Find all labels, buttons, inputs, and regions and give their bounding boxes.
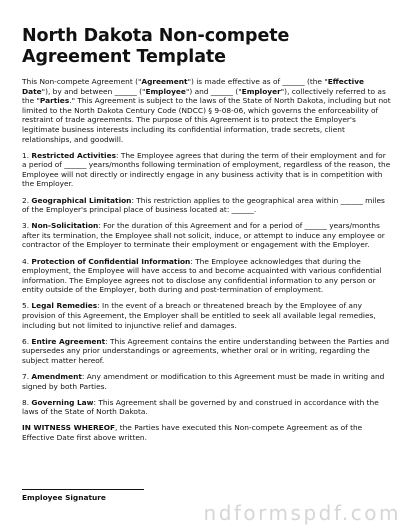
- section-text: : The Employee acknowledges that during the employment, the Employee will have access to and become acquainted with various confidential information. The Employee agrees not to disclose any confidential information to any person or entity outside of the Employer, both during and post-termination of employment.: [22, 256, 382, 295]
- intro-term-employer: Employer: [241, 86, 281, 96]
- section-heading: Entire Agreement: [31, 336, 106, 346]
- section-heading: Protection of Confidential Information: [31, 256, 191, 266]
- section-6: [22, 337, 392, 366]
- section-4: [22, 257, 392, 295]
- section-5: [22, 301, 392, 330]
- witness-heading: IN WITNESS WHEREOF: [22, 423, 116, 433]
- intro-term-employee: Employee: [145, 86, 186, 96]
- section-number: 6.: [22, 336, 32, 346]
- section-number: 4.: [22, 256, 32, 266]
- section-text: : For the duration of this Agreement and for a period of ______ years/months after its termination, the Employee shall not solicit, induce, or attempt to induce any employee or contractor of the Employer to terminate their employment or engagement with the Employer.: [22, 221, 385, 250]
- section-text: : Any amendment or modification to this Agreement must be made in writing and signed by both Parties.: [22, 371, 385, 391]
- witness-text: , the Parties have executed this Non-compete Agreement as of the Effective Date first above written.: [22, 423, 363, 442]
- document-title: North Dakota Non-compete Agreement Template: [22, 26, 290, 67]
- section-text: : This Agreement contains the entire understanding between the Parties and supersedes any prior understandings or agreements, whether oral or in writing, regarding the subject matter hereof.: [22, 336, 390, 365]
- section-heading: Amendment: [31, 371, 82, 381]
- section-8: [22, 398, 392, 417]
- section-number: 3.: [22, 221, 32, 231]
- section-heading: Restricted Activities: [31, 150, 117, 160]
- signature-line[interactable]: [22, 489, 144, 490]
- intro-term-effective-date: Effective Date: [22, 77, 365, 96]
- intro-text-4: ") and ______ (": [185, 86, 242, 96]
- intro-paragraph: [22, 77, 392, 144]
- witness-paragraph: [22, 423, 392, 442]
- intro-text-1: This Non-compete Agreement (": [22, 77, 142, 86]
- section-2: [22, 196, 392, 215]
- intro-text-6: ." This Agreement is subject to the laws of the State of North Dakota, including but not limited to the North Dakota Century Code (NDCC) § 9-08-06, which governs the enforceability of restraint of trade agreements. The purpose of this Agreement is to protect the Employer's legitimate business interests including its confidential information, trade secrets, client relationships, and goodwill.: [22, 96, 391, 144]
- section-number: 2.: [22, 195, 32, 205]
- section-text: : The Employee agrees that during the term of their employment and for a period of ______ years/months following termination of employment, regardless of the reason, the Employee will not directly or indirectly engage in any business activity that is in competition with the Employer.: [22, 150, 391, 189]
- section-text: : This Agreement shall be governed by and construed in accordance with the laws of the State of North Dakota.: [22, 397, 379, 417]
- section-text: : This restriction applies to the geographical area within ______ miles of the Employer's principal place of business located at: ______.: [22, 195, 385, 215]
- section-heading: Geographical Limitation: [31, 195, 132, 205]
- section-1: [22, 151, 392, 189]
- site-watermark: ndformspdf.com: [203, 501, 401, 525]
- section-number: 5.: [22, 301, 32, 311]
- intro-term-agreement: Agreement: [141, 77, 188, 86]
- section-text: : In the event of a breach or threatened breach by the Employee of any provision of this Agreement, the Employer shall be entitled to seek all available legal remedies, including but not limited to injunctive relief and damages.: [22, 301, 376, 330]
- section-3: [22, 221, 392, 250]
- section-7: [22, 372, 392, 391]
- intro-text-3: "), by and between ______ (": [41, 86, 146, 96]
- document-page: [22, 26, 392, 449]
- section-number: 8.: [22, 397, 32, 407]
- intro-term-parties: Parties: [39, 96, 70, 106]
- intro-text-2: ") is made effective as of ______ (the ": [187, 77, 328, 86]
- employee-signature-label: Employee Signature: [22, 493, 106, 502]
- section-heading: Non-Solicitation: [31, 221, 99, 231]
- section-number: 7.: [22, 371, 32, 381]
- employee-signature-block: [22, 489, 144, 502]
- section-number: 1.: [22, 150, 32, 160]
- section-heading: Legal Remedies: [31, 301, 98, 311]
- intro-text-5: "), collectively referred to as the ": [22, 86, 386, 106]
- section-heading: Governing Law: [31, 397, 94, 407]
